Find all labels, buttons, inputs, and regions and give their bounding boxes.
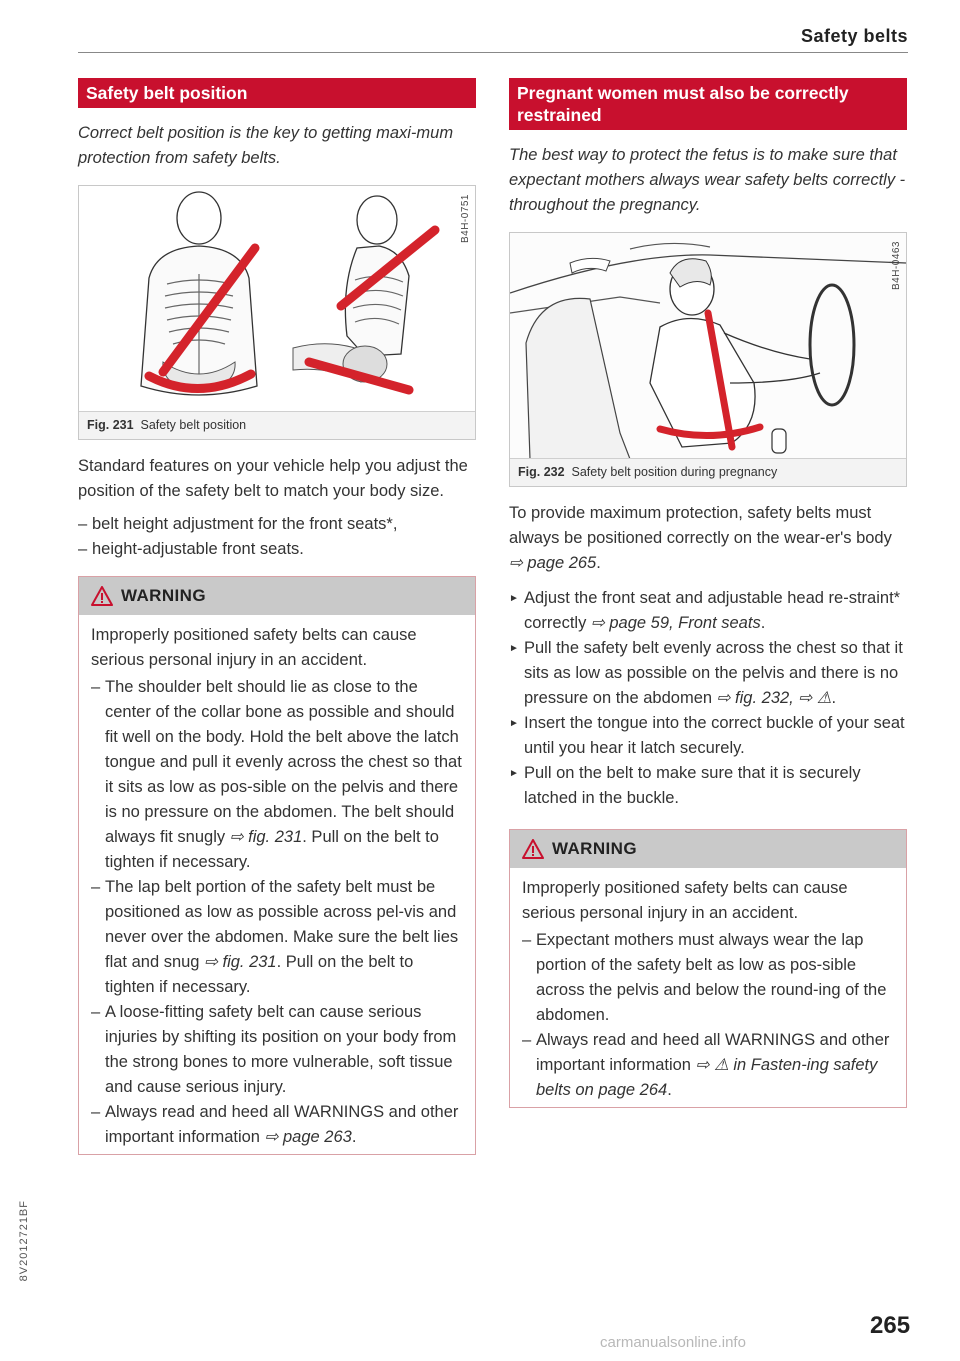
warning-title: WARNING [121,586,206,605]
list-item: – Expectant mothers must always wear the lap portion of the safety belt as low as pos-sible across the pelvis and below the round-ing of the abdomen. [522,928,894,1028]
body-paragraph: Standard features on your vehicle help you adjust the position of the safety belt to match your body size. [78,457,468,500]
warning-list [91,675,463,1150]
figure-code: B4H-0463 [891,241,902,291]
figure-231-image [79,186,475,412]
figure-label: Fig. 232 [518,465,565,479]
warning-text: Improperly positioned safety belts can cause serious personal injury in an accident. [522,879,848,922]
list-item: – Always read and heed all WARNINGS and other important information ⇨ page 263. [91,1100,463,1150]
footer-watermark: carmanualsonline.info [600,1334,746,1351]
side-code: 8V2012721BF [18,1200,30,1282]
warning-box-right [509,829,907,1108]
cross-reference[interactable]: ⇨ fig. 231 [229,828,303,846]
body-paragraph: To provide maximum protection, safety belts must always be positioned correctly on the wear-er's body ⇨ page 265. [509,504,892,572]
step-list [509,586,907,811]
list-item: – The shoulder belt should lie as close to the center of the collar bone as possible and should fit well on the body. Hold the belt above the latch tongue and pull it evenly across the chest so that it sits as low as pos-sible on the pelvis and there is no pressure on the abdomen. The belt should always fit snugly ⇨ fig. 231. Pull on the belt to tighten if necessary. [91,675,463,875]
warning-box-left [78,576,476,1155]
section-heading-pregnant-women: Pregnant women must also be correctly restrained [509,78,907,130]
running-head: Safety belts [800,26,908,46]
list-item: – Always read and heed all WARNINGS and other important information ⇨ ⚠ in Fasten-ing safety belts on page 264. [522,1028,894,1103]
figure-caption [510,459,906,486]
list-item: – height-adjustable front seats. [78,537,476,562]
list-item: – belt height adjustment for the front seats*, [78,512,476,537]
intro-text: The best way to protect the fetus is to make sure that expectant mothers always wear safety belts correctly - throughout the pregnancy. [509,146,906,214]
figure-232 [509,232,907,487]
section-heading-belt-position: Safety belt position [78,78,476,108]
cross-reference[interactable]: ⇨ ⚠ in Fasten-ing safety belts on page 264 [536,1056,878,1099]
step-item: ► Adjust the front seat and adjustable head re-straint* correctly ⇨ page 59, Front seats. [509,586,907,636]
pregnant-driver-illustration [510,233,906,459]
header-rule [78,52,908,53]
figure-code: B4H-0751 [460,194,471,244]
warning-triangle-icon [522,839,544,859]
intro-text: Correct belt position is the key to getting maxi-mum protection from safety belts. [78,124,454,167]
warning-header [79,577,475,615]
warning-triangle-icon [91,586,113,606]
skeleton-illustration [79,186,475,412]
feature-list [78,512,476,562]
left-column [78,78,476,1155]
figure-caption [79,412,475,439]
cross-reference[interactable]: ⇨ page 59, Front seats [590,614,761,632]
step-item: ► Pull on the belt to make sure that it is securely latched in the buckle. [509,761,907,811]
figure-caption-text: Safety belt position [140,418,247,432]
cross-reference[interactable]: ⇨ fig. 231 [204,953,277,971]
cross-reference[interactable]: ⇨ fig. 232, ⇨ ⚠ [716,689,832,707]
warning-title: WARNING [552,839,637,858]
warning-header [510,830,906,868]
figure-caption-text: Safety belt position during pregnancy [571,465,778,479]
warning-text: Improperly positioned safety belts can cause serious personal injury in an accident. [91,626,417,669]
step-item: ► Insert the tongue into the correct buckle of your seat until you hear it latch securely. [509,711,907,761]
list-item: – The lap belt portion of the safety belt must be positioned as low as possible across pel-vis and never over the abdomen. Make sure the belt lies flat and snug ⇨ fig. 231. Pull on the belt to tighten if necessary. [91,875,463,1000]
cross-reference[interactable]: ⇨ page 265 [509,554,597,572]
figure-232-image [510,233,906,459]
figure-label: Fig. 231 [87,418,134,432]
right-column [509,78,907,1108]
cross-reference[interactable]: ⇨ page 263 [264,1128,352,1146]
step-item: ► Pull the safety belt evenly across the chest so that it sits as low as possible on the pelvis and there is no pressure on the abdomen ⇨ fig. 232, ⇨ ⚠. [509,636,907,711]
list-item: – A loose-fitting safety belt can cause serious injuries by shifting its position on your body from the strong bones to more vulnerable, soft tissue and cause serious injury. [91,1000,463,1100]
figure-231 [78,185,476,440]
page-number: 265 [870,1312,911,1339]
warning-list [522,928,894,1103]
